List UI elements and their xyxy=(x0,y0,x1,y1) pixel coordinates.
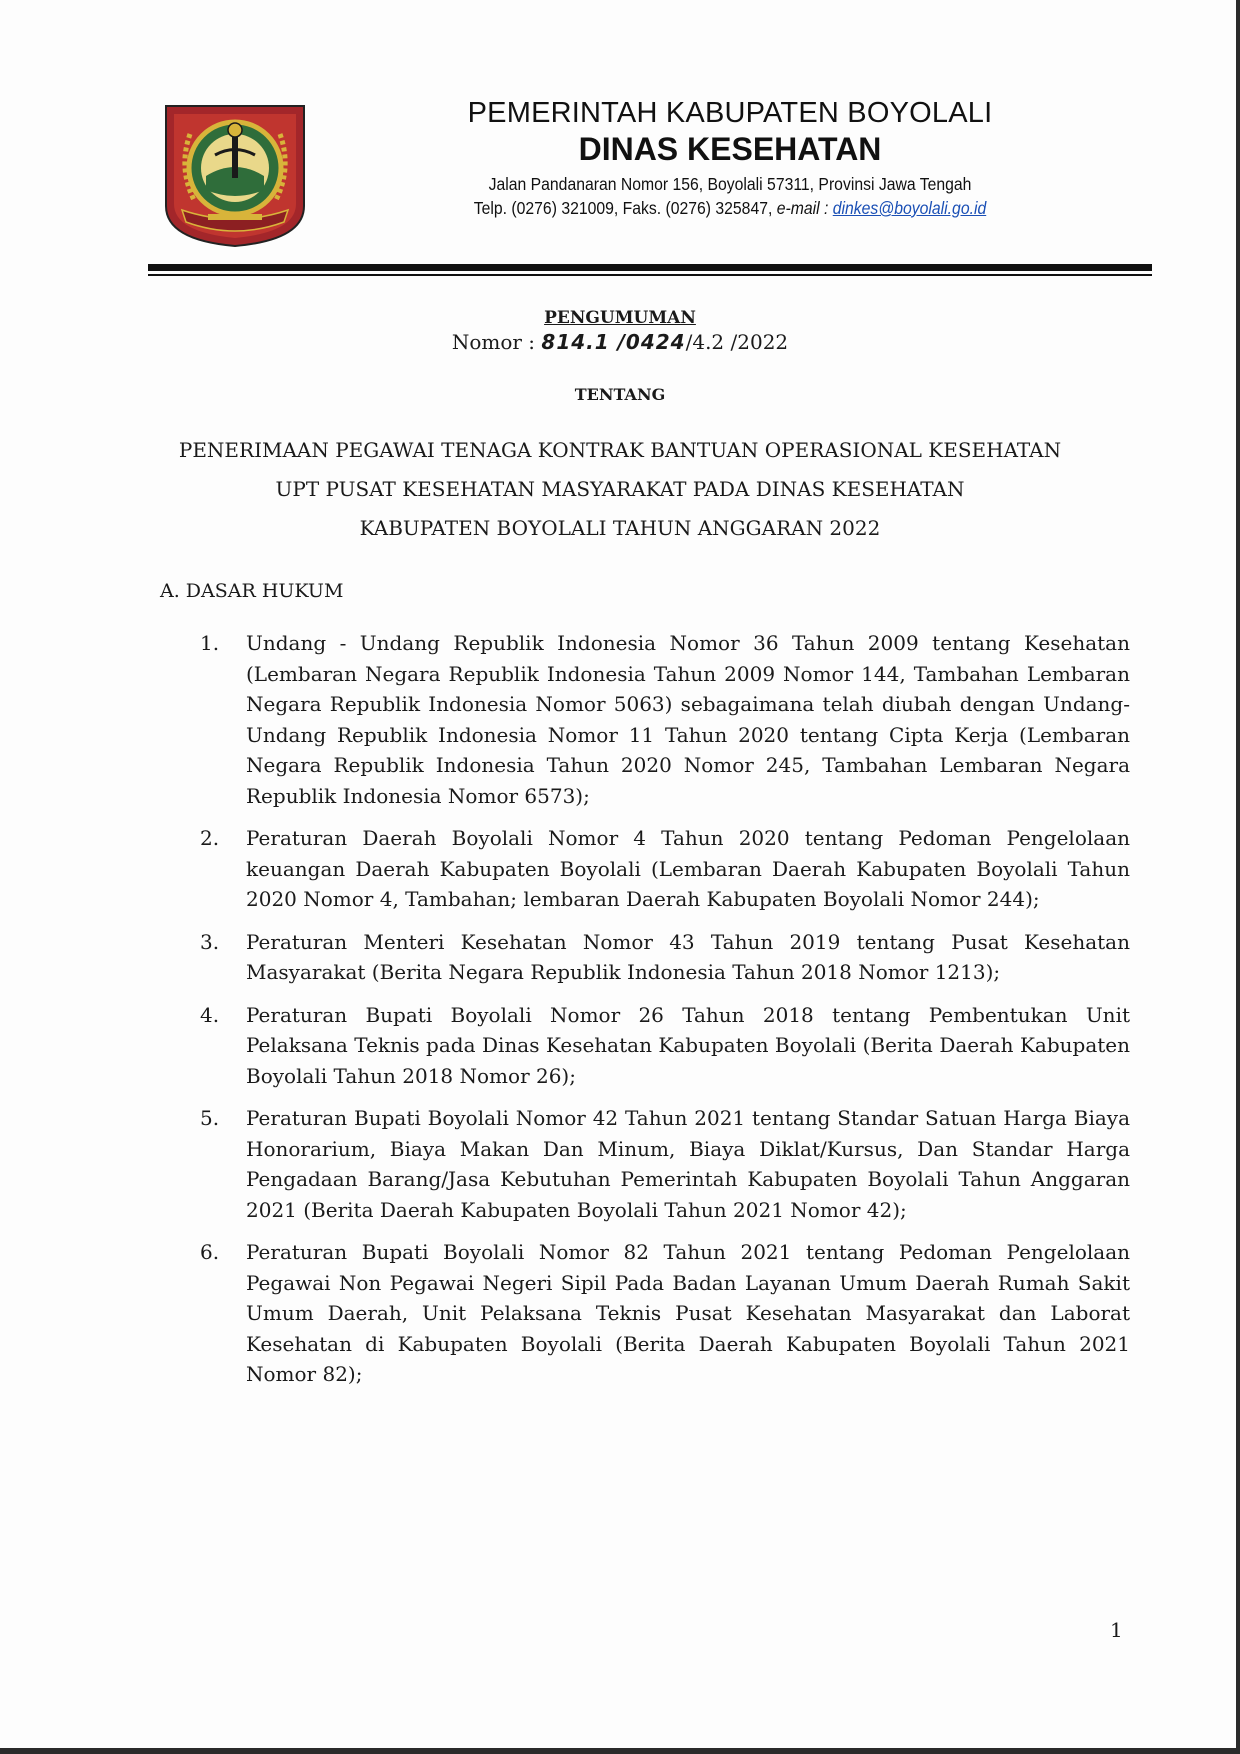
number-suffix: /4.2 /2022 xyxy=(685,330,789,354)
letterhead xyxy=(320,97,1140,219)
item-number: 2. xyxy=(200,826,220,850)
list-item xyxy=(200,1237,1130,1390)
item-text: Peraturan Menteri Kesehatan Nomor 43 Tahun 2019 tentang Pusat Kesehatan Masyarakat (Berita Negara Republik Indonesia Tahun 2018 Nomor 1213); xyxy=(246,929,1130,984)
scan-edge xyxy=(0,1748,1240,1754)
number-label: Nomor : xyxy=(451,330,536,354)
item-text: Peraturan Bupati Boyolali Nomor 82 Tahun 2021 tentang Pedoman Pengelolaan Pegawai Non Pegawai Negeri Sipil Pada Badan Layanan Umum Daerah Rumah Sakit Umum Daerah, Unit Pelaksana Teknis Pusat Kesehatan Masyarakat dan Laborat Kesehatan di Kabupaten Boyolali (Berita Daerah Kabupaten Boyolali Tahun 2021 Nomor 82); xyxy=(246,1240,1130,1386)
page-number: 1 xyxy=(1110,1618,1123,1642)
item-number: 1. xyxy=(200,631,220,655)
legal-basis-list xyxy=(200,628,1130,1402)
about-heading: TENTANG xyxy=(574,385,666,404)
list-item xyxy=(200,927,1130,988)
subject-line: UPT PUSAT KESEHATAN MASYARAKAT PADA DINAS KESEHATAN xyxy=(275,477,965,501)
item-number: 3. xyxy=(200,929,220,954)
government-name: PEMERINTAH KABUPATEN BOYOLALI xyxy=(467,97,993,129)
item-number: 4. xyxy=(200,1002,220,1027)
letterhead-divider-thin xyxy=(148,274,1152,276)
scan-edge xyxy=(1236,0,1240,1754)
department-name: DINAS KESEHATAN xyxy=(578,131,882,167)
announcement-heading: PENGUMUMAN xyxy=(544,308,696,328)
list-item xyxy=(200,1000,1130,1092)
list-item xyxy=(200,628,1130,811)
item-number: 5. xyxy=(200,1106,220,1130)
list-item xyxy=(200,823,1130,915)
email-label: e-mail : xyxy=(776,198,829,218)
item-text: Peraturan Bupati Boyolali Nomor 42 Tahun 2021 tentang Standar Satuan Harga Biaya Honorarium, Biaya Makan Dan Minum, Biaya Diklat/Kursus, Dan Standar Harga Pengadaan Barang/Jasa Kebutuhan Pemerintah Kabupaten Boyolali Tahun Anggaran 2021 (Berita Daerah Kabupaten Boyolali Tahun 2021 Nomor 42); xyxy=(246,1106,1130,1222)
office-address: Jalan Pandanaran Nomor 156, Boyolali 57311, Provinsi Jawa Tengah xyxy=(488,174,972,194)
boyolali-coat-of-arms-logo xyxy=(160,100,310,250)
announcement-number xyxy=(0,330,1240,354)
letterhead-divider-thick xyxy=(148,264,1152,271)
list-item xyxy=(200,1103,1130,1225)
phone-fax: Telp. (0276) 321009, Faks. (0276) 325847, xyxy=(473,198,773,218)
number-handwritten: 814.1 /0424 xyxy=(541,330,686,354)
item-number: 6. xyxy=(200,1240,220,1264)
item-text: Peraturan Daerah Boyolali Nomor 4 Tahun 2020 tentang Pedoman Pengelolaan keuangan Daerah Kabupaten Boyolali (Lembaran Daerah Kabupaten Boyolali Tahun 2020 Nomor 4, Tambahan; lembaran Daerah Kabupaten Boyolali Nomor 244); xyxy=(246,826,1130,911)
item-text: Peraturan Bupati Boyolali Nomor 26 Tahun 2018 tentang Pembentukan Unit Pelaksana Teknis pada Dinas Kesehatan Kabupaten Boyolali (Berita Daerah Kabupaten Boyolali Tahun 2018 Nomor 26); xyxy=(246,1002,1130,1088)
section-a-title: A. DASAR HUKUM xyxy=(160,580,344,602)
contact-line xyxy=(361,198,1099,219)
item-text: Undang - Undang Republik Indonesia Nomor 36 Tahun 2009 tentang Kesehatan (Lembaran Negara Republik Indonesia Tahun 2009 Nomor 144, Tambahan Lembaran Negara Republik Indonesia Nomor 5063) sebagaimana telah diubah dengan Undang-Undang Republik Indonesia Nomor 11 Tahun 2020 tentang Cipta Kerja (Lembaran Negara Republik Indonesia Tahun 2020 Nomor 245, Tambahan Lembaran Negara Republik Indonesia Nomor 6573); xyxy=(246,631,1130,808)
subject-line: PENERIMAAN PEGAWAI TENAGA KONTRAK BANTUAN OPERASIONAL KESEHATAN xyxy=(178,438,1062,462)
email-link[interactable]: dinkes@boyolali.go.id xyxy=(832,198,987,218)
subject-line: KABUPATEN BOYOLALI TAHUN ANGGARAN 2022 xyxy=(359,516,881,540)
